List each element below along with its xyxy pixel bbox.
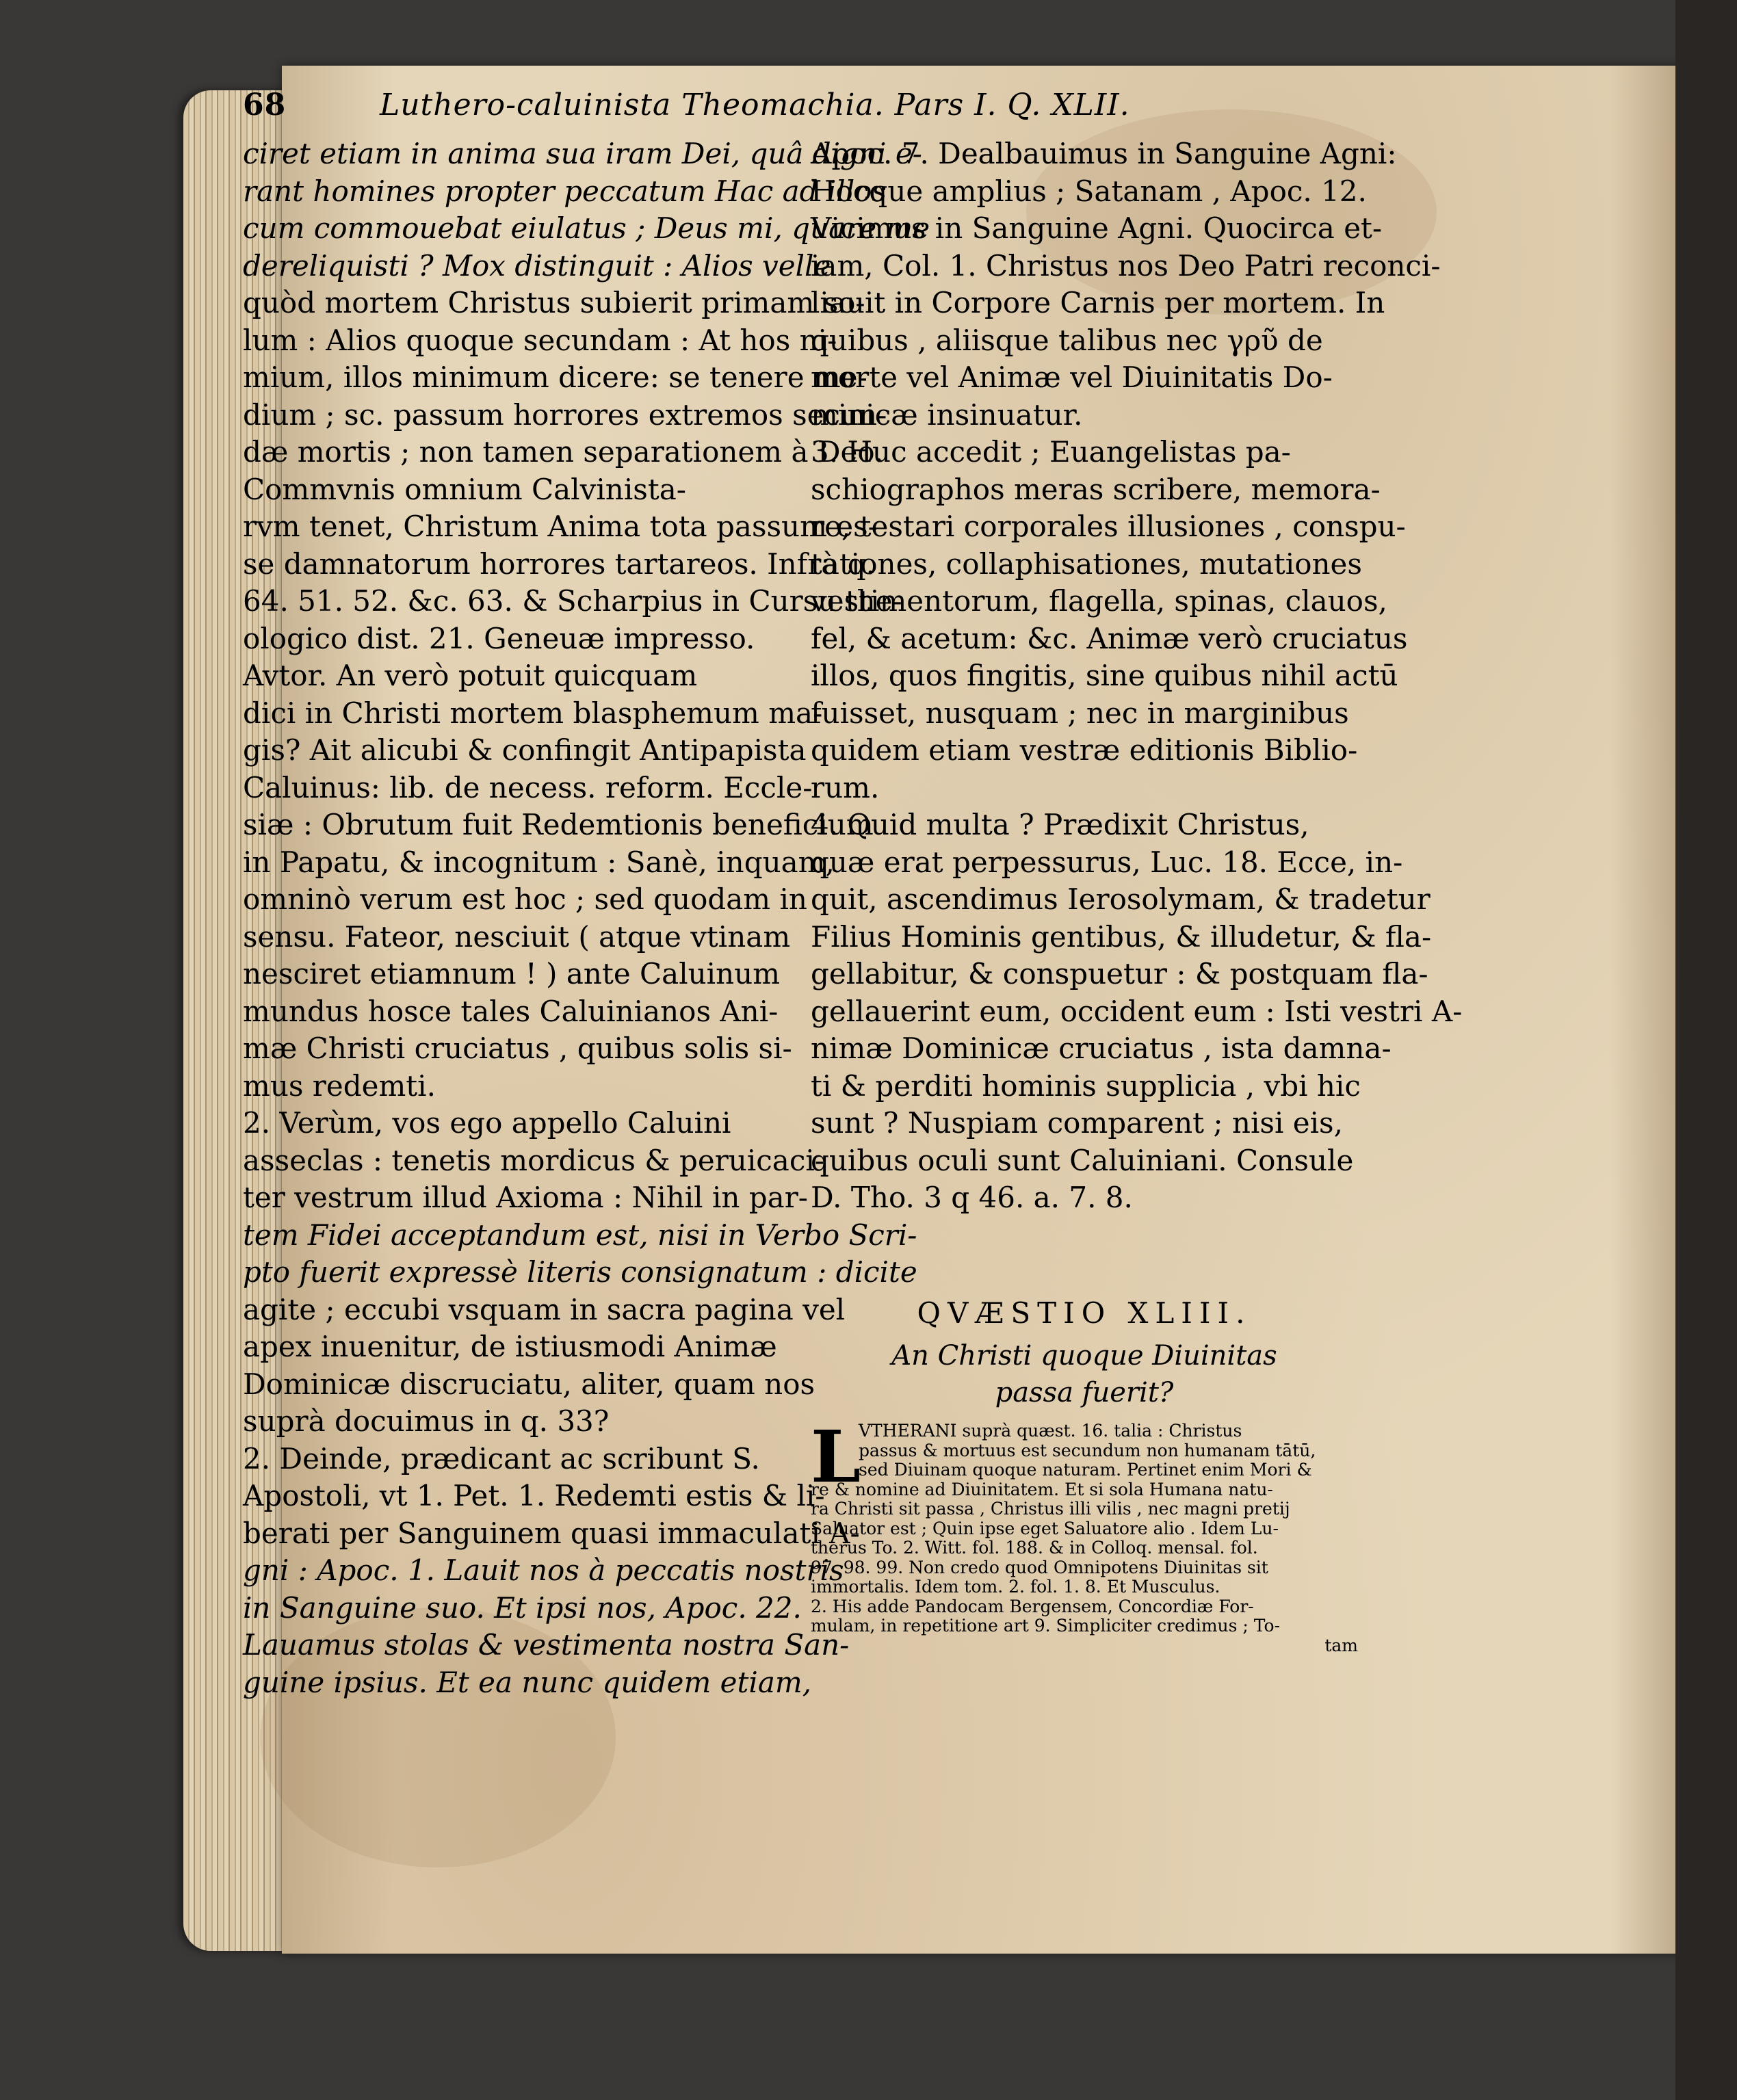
text-line: quit, ascendimus Ierosolymam, & tradetur	[811, 882, 1431, 916]
dark-backdrop	[1675, 0, 1737, 2100]
text-line: Hocque amplius ; Satanam , Apoc. 12.	[811, 174, 1367, 208]
text-line: mæ Christi cruciatus , quibus solis si-	[243, 1032, 792, 1065]
text-line: rant homines propter peccatum Hac ad illos	[243, 174, 887, 208]
small-text-line: therus To. 2. Witt. fol. 188. & in Colloq. mensal. fol.	[811, 1538, 1258, 1558]
text-line: rum.	[811, 770, 880, 804]
text-line: 2. Deinde, prædicant ac scribunt S.	[243, 1441, 760, 1475]
text-line: quòd mortem Christus subierit primam so-	[243, 286, 865, 319]
small-print-block	[811, 1415, 1358, 1655]
text-line: asseclas : tenetis mordicus & peruicaci-	[243, 1143, 824, 1177]
text-line: mium, illos minimum dicere: se tenere me-	[243, 360, 867, 394]
text-line: illos, quos fingitis, sine quibus nihil actū	[811, 659, 1398, 692]
running-head	[243, 88, 1372, 129]
text-line: berati per Sanguinem quasi immaculati A-	[243, 1516, 860, 1550]
text-line: in Sanguine suo. Et ipsi nos, Apoc. 22.	[243, 1590, 802, 1625]
text-line: pto fuerit expressè literis consignatum : dicite	[243, 1255, 917, 1289]
text-line: quæ erat perpessurus, Luc. 18. Ecce, in-	[811, 845, 1403, 879]
text-line: Lauamus stolas & vestimenta nostra San-	[243, 1628, 850, 1662]
text-line: ciret etiam in anima sua iram Dei, quâ digni e-	[243, 137, 922, 170]
small-text-line: sed Diuinam quoque naturam. Pertinet enim Mori &	[859, 1460, 1312, 1480]
text-line: gis? Ait alicubi & confingit Antipapista	[243, 733, 807, 767]
text-line: 3. Huc accedit ; Euangelistas pa-	[811, 435, 1291, 469]
text-line: Apostoli, vt 1. Pet. 1. Redemti estis & li-	[243, 1479, 825, 1512]
question-title: QVÆSTIO XLIII.	[917, 1296, 1252, 1330]
text-line: dereliquisti ? Mox distinguit : Alios velle	[243, 248, 831, 283]
text-line: 2. Verùm, vos ego appello Caluini	[243, 1106, 731, 1140]
page-number: 68	[243, 88, 287, 122]
text-line: minicæ insinuatur.	[811, 397, 1083, 432]
text-line: dium ; sc. passum horrores extremos secun-	[243, 397, 887, 432]
question-subtitle-line: An Christi quoque Diuinitas	[891, 1340, 1277, 1371]
text-line: tem Fidei acceptandum est, nisi in Verbo Scri-	[243, 1218, 917, 1252]
text-line: dæ mortis ; non tamen separationem à Deo.	[243, 435, 884, 469]
text-line: se damnatorum horrores tartareos. Infrà q.	[243, 547, 875, 581]
text-line: cum commouebat eiulatus ; Deus mi, quare me	[243, 211, 930, 245]
small-text-line: 97. 98. 99. Non credo quod Omnipotens Diuinitas sit	[811, 1557, 1268, 1577]
text-line: apex inuenitur, de istiusmodi Animæ	[243, 1330, 777, 1363]
text-line: guine ipsius. Et ea nunc quidem etiam,	[243, 1665, 812, 1699]
text-line: rvm tenet, Christum Anima tota passum es-	[243, 510, 878, 543]
text-line: omninò verum est hoc ; sed quodam in	[243, 882, 807, 916]
text-line: morte vel Animæ vel Diuinitatis Do-	[811, 360, 1333, 394]
small-text-line: mulam, in repetitione art 9. Simpliciter credimus ; To-	[811, 1616, 1281, 1636]
text-line: nimæ Dominicæ cruciatus , ista damna-	[811, 1032, 1392, 1065]
text-line: liauit in Corpore Carnis per mortem. In	[811, 286, 1385, 319]
text-line: D. Tho. 3 q 46. a. 7. 8.	[811, 1181, 1133, 1214]
text-line: siæ : Obrutum fuit Redemtionis beneficium	[243, 808, 874, 841]
text-line: Vicimus in Sanguine Agni. Quocirca et-	[811, 211, 1383, 245]
text-line: schiographos meras scribere, memora-	[811, 472, 1381, 506]
drop-capital: L	[811, 1415, 861, 1499]
text-line: sunt ? Nuspiam comparent ; nisi eis,	[811, 1106, 1343, 1140]
text-line: quibus oculi sunt Caluiniani. Consule	[811, 1143, 1354, 1177]
text-line: Avtor. An verò potuit quicquam	[243, 659, 698, 692]
text-line: Dominicæ discruciatu, aliter, quam nos	[243, 1367, 815, 1401]
left-text-column	[243, 135, 930, 1701]
text-line: 64. 51. 52. &c. 63. & Scharpius in Cursu the-	[243, 584, 902, 618]
text-line: ologico dist. 21. Geneuæ impresso.	[243, 621, 755, 655]
right-text-column	[811, 135, 1463, 1217]
running-title: Luthero-caluinista Theomachia. Pars I. Q. XLII.	[380, 88, 1130, 122]
small-text-line: re & nomine ad Diuinitatem. Et si sola Humana natu-	[811, 1479, 1273, 1499]
text-line: nesciret etiamnum ! ) ante Caluinum	[243, 957, 781, 990]
text-line: sensu. Fateor, nesciuit ( atque vtinam	[243, 919, 791, 954]
text-line: gellabitur, & conspuetur : & postquam fla-	[811, 957, 1428, 990]
text-line: Apoc. 7. Dealbauimus in Sanguine Agni:	[811, 137, 1397, 170]
text-line: re, testari corporales illusiones , conspu-	[811, 510, 1406, 543]
small-text-line: 2. His adde Pandocam Bergensem, Concordiæ For-	[811, 1596, 1254, 1616]
text-line: ter vestrum illud Axioma : Nihil in par-	[243, 1181, 808, 1214]
small-text-line: immortalis. Idem tom. 2. fol. 1. 8. Et Musculus.	[811, 1577, 1220, 1597]
text-line: quidem etiam vestræ editionis Biblio-	[811, 733, 1358, 767]
text-line: Commvnis omnium Calvinista-	[243, 472, 686, 506]
question-subtitle	[811, 1337, 1358, 1411]
text-line: fuisset, nusquam ; nec in marginibus	[811, 696, 1349, 730]
text-line: 4. Quid multa ? Prædixit Christus,	[811, 808, 1309, 841]
text-line: gellauerint eum, occident eum : Isti vestri A-	[811, 994, 1463, 1028]
text-line: mundus hosce tales Caluinianos Ani-	[243, 994, 779, 1028]
text-line: suprà docuimus in q. 33?	[243, 1404, 610, 1438]
text-line: lum : Alios quoque secundam : At hos ni-	[243, 323, 837, 357]
small-text-line: VTHERANI suprà quæst. 16. talia : Christus	[859, 1421, 1242, 1441]
text-line: in Papatu, & incognitum : Sanè, inquam,	[243, 845, 835, 879]
small-text-line: ra Christi sit passa , Christus illi vilis , nec magni pretij	[811, 1499, 1290, 1519]
text-line: ti & perditi hominis supplicia , vbi hic	[811, 1068, 1361, 1103]
text-line: vestimentorum, flagella, spinas, clauos,	[811, 584, 1387, 618]
text-line: mus redemti.	[243, 1068, 436, 1103]
text-line: Caluinus: lib. de necess. reform. Eccle-	[243, 770, 813, 804]
text-line: gni : Apoc. 1. Lauit nos à peccatis nostris	[243, 1553, 844, 1587]
small-text-line: Saluator est ; Quin ipse eget Saluatore alio . Idem Lu-	[811, 1518, 1279, 1538]
text-line: Filius Hominis gentibus, & illudetur, & fla-	[811, 919, 1432, 954]
small-text-line: passus & mortuus est secundum non humanam tātū,	[859, 1440, 1316, 1460]
text-line: dici in Christi mortem blasphemum ma-	[243, 696, 823, 730]
text-line: fel, & acetum: &c. Animæ verò cruciatus	[811, 621, 1408, 655]
question-subtitle-line: passa fuerit?	[995, 1377, 1174, 1408]
text-line: agite ; eccubi vsquam in sacra pagina vel	[243, 1292, 846, 1326]
text-line: tationes, collaphisationes, mutationes	[811, 547, 1362, 581]
small-text-line: tam	[1324, 1635, 1358, 1655]
text-line: iam, Col. 1. Christus nos Deo Patri reconci-	[811, 248, 1441, 283]
text-line: quibus , aliisque talibus nec γρῦ de	[811, 323, 1323, 357]
